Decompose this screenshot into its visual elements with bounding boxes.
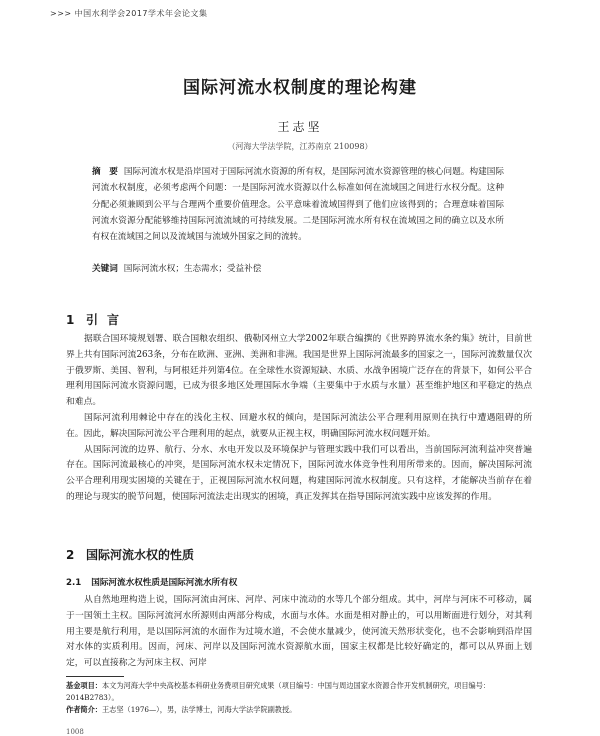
footnotes xyxy=(66,680,532,716)
keywords xyxy=(92,262,504,276)
abstract-text: 国际河流水权是沿岸国对于国际河流水资源的所有权，是国际河流水资源管理的核心问题。构建国际河流水权制度，必须考虑两个问题：一是国际河流水资源以什么标准如何在流域国之间进行水权分配。这种分配必须兼顾到公平与合理两个重要价值理念。公平意味着流域国得到了他们应该得到的；合理意味着国际河流水资源分配能够维持国际河流流域的可持续发展。二是国际河流水所有权在流域国之间的确立以及水所有权在流域国之间以及流域国与流域外国家之间的流转。 xyxy=(92,167,504,243)
section-title: 引言 xyxy=(86,313,129,327)
section-number: 1 xyxy=(66,313,75,327)
abstract xyxy=(92,164,504,245)
subsection-title: 国际河流水权性质是国际河流水所有权 xyxy=(91,578,238,588)
section-heading-nature xyxy=(66,546,194,563)
footnote-author-label: 作者简介： xyxy=(66,705,102,714)
abstract-label: 摘 要 xyxy=(92,167,118,177)
author-name: 王志坚 xyxy=(277,120,323,134)
keywords-text: 国际河流水权；生态需水；受益补偿 xyxy=(123,264,262,274)
footnote-author-text: 王志坚（1976—），男，法学博士，河海大学法学院副教授。 xyxy=(101,705,297,714)
section-2-body xyxy=(66,593,532,672)
footnote-divider xyxy=(66,676,124,677)
subsection-heading xyxy=(66,576,237,588)
footnote-funding-label: 基金项目： xyxy=(66,681,102,690)
running-header: >>> 中国水利学会2017学术年会论文集 xyxy=(50,9,208,18)
footnote-author xyxy=(66,704,532,716)
introduction-body xyxy=(66,332,532,506)
page-number: 1008 xyxy=(66,728,84,736)
keywords-label: 关键词 xyxy=(92,264,118,274)
paper-title: 国际河流水权制度的理论构建 xyxy=(183,78,417,98)
section-number: 2 xyxy=(66,548,75,562)
footnote-funding xyxy=(66,680,532,704)
section-title: 国际河流水权的性质 xyxy=(86,548,195,562)
section-heading-introduction xyxy=(66,311,128,328)
subsection-number: 2.1 xyxy=(66,578,82,588)
paragraph: 国际河流利用棘论中存在的浅化主权、回避水权的倾向，是国际河流法公平合理利用原则在执行中遭遇阻碍的所在。因此，解决国际河流公平合理利用的起点，就要从正视主权，明确国际河流水权问题开始。 xyxy=(66,412,532,439)
author-affiliation: （河海大学法学院，江苏南京 210098） xyxy=(227,142,373,151)
footnote-funding-text: 本文为河海大学中央高校基本科研业务费项目研究成果（项目编号：中国与周边国家水资源合作开发机制研究，项目编号：2014B2783）。 xyxy=(66,681,491,702)
paragraph: 据联合国环境规划署、联合国粮农组织、俄勒冈州立大学2002年联合编撰的《世界跨界流水条约集》统计，目前世界上共有国际河流263条，分布在欧洲、亚洲、美洲和非洲。我国是世界上国际河流最多的国家之一，国际河流数量仅次于俄罗斯、美国、智利，与阿根廷并列第4位。在全球性水资源短缺、水质、水战争困境广泛存在的背景下，如何公平合理利用国际河流水资源问题，已成为很多地区处理国际水争端（主要集中于水质与水量）甚至维护地区和平稳定的热点和难点。 xyxy=(66,334,532,408)
paragraph: 从国际河流的边界、航行、分水、水电开发以及环境保护与管理实践中我们可以看出，当前国际河流利益冲突普遍存在。国际河流最核心的冲突，是国际河流水权未定情况下，国际河流水体竞争性利用所带来的。因而，解决国际河流公平合理利用现实困境的关键在于，正视国际河流水权问题，构建国际河流水权制度。只有这样，才能解决当前存在着的理论与现实的脱节问题，使国际河流法走出现实的困境，真正发挥其在指导国际河流实践中应该发挥的作用。 xyxy=(66,444,532,502)
paragraph: 从自然地理构造上说，国际河流由河床、河岸、河床中流动的水等几个部分组成。其中，河岸与河床不可移动，属于一国领土主权。国际河流河水所源则由两部分构成，水面与水体。水面是相对静止的，可以用断面进行划分，对其利用主要是航行利用，是以国际河流的水面作为过境水道，不会使水量减少，使河流天然形状变化，也不会影响到沿岸国对水体的实质利用。因而，河床、河岸以及国际河流水资源航水面，国家主权都是比较好确定的，都可以从界面上划定，可以直接称之为河床主权、河岸 xyxy=(66,595,532,669)
